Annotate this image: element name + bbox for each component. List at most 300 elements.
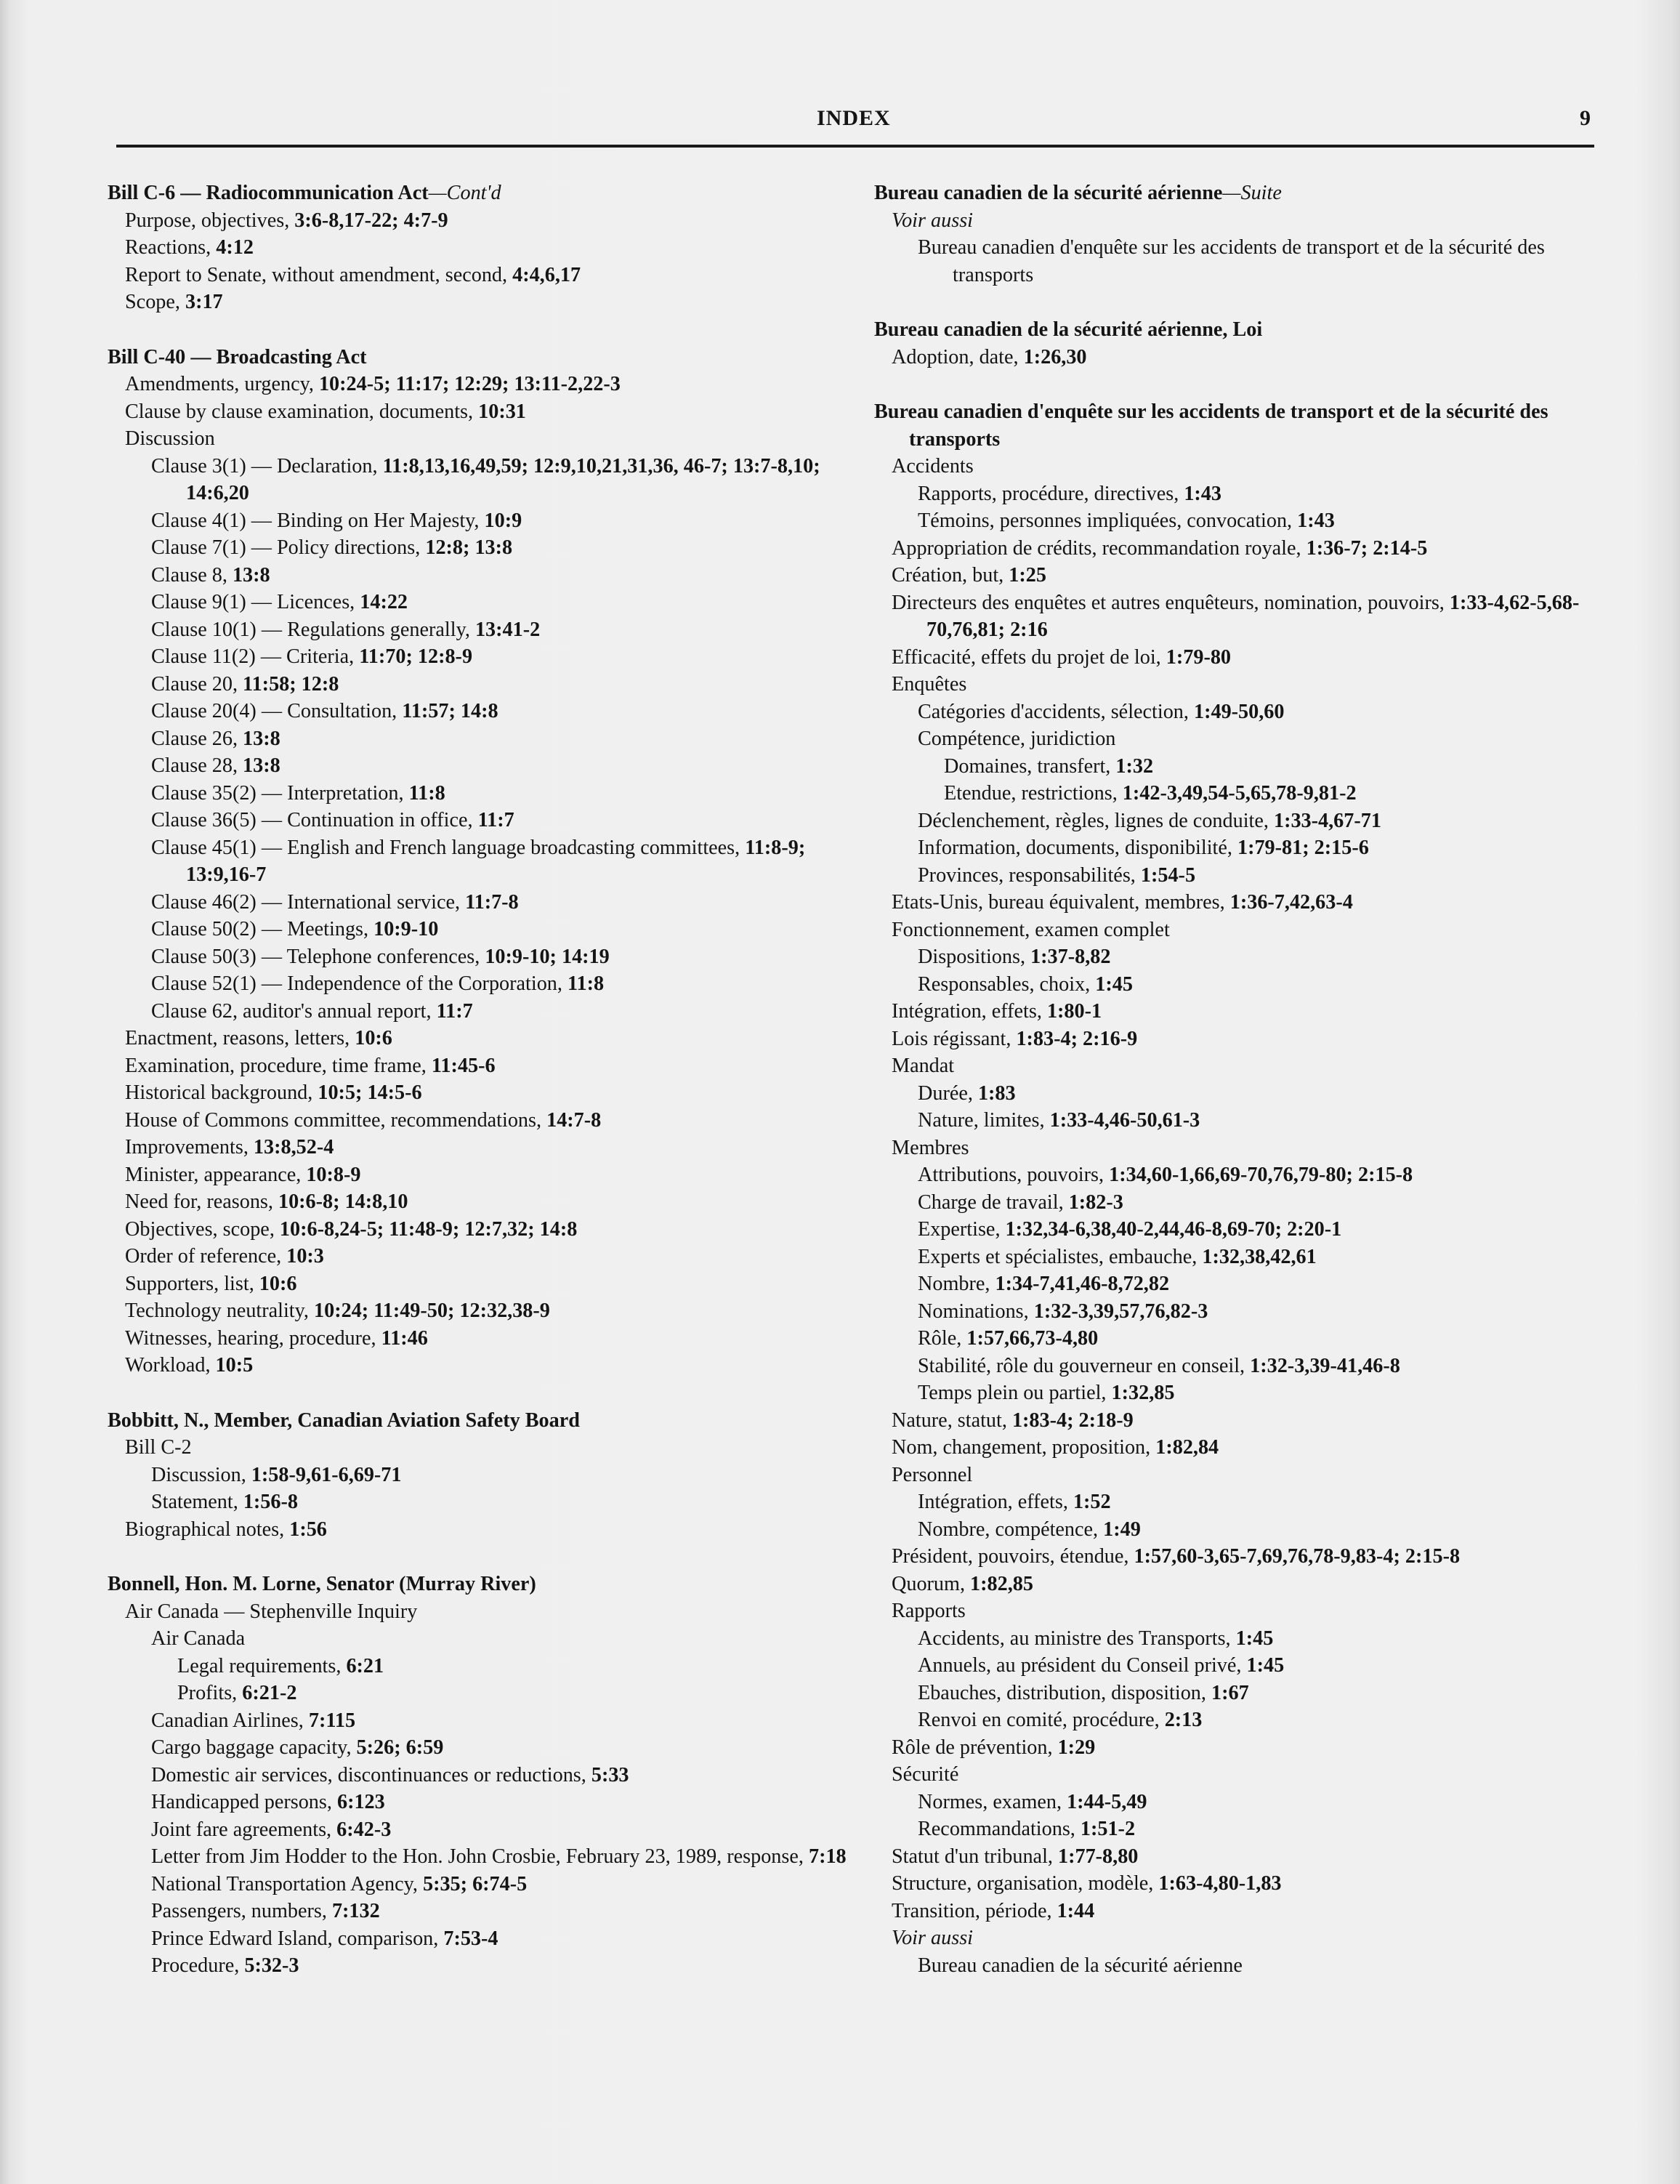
page-reference: 1:45 <box>1246 1654 1285 1677</box>
index-entry <box>108 1598 856 1626</box>
index-entry <box>874 753 1601 781</box>
index-entry <box>108 453 856 507</box>
index-entry <box>874 1052 1601 1080</box>
index-entry-text: Intégration, effets, <box>892 1000 1047 1023</box>
index-entry <box>108 1325 856 1353</box>
index-entry <box>108 1843 856 1871</box>
page-reference: 1:36-7,42,63-4 <box>1229 891 1353 914</box>
index-entry-text: Canadian Airlines, <box>151 1709 309 1732</box>
index-entry <box>108 1025 856 1052</box>
page-reference: 10:3 <box>286 1245 324 1268</box>
index-entry-text: Rôle de prévention, <box>892 1736 1058 1759</box>
page-reference: 1:44 <box>1057 1899 1095 1922</box>
index-entry <box>874 1597 1601 1625</box>
page-reference: 7:53-4 <box>443 1927 498 1950</box>
index-entry-text: Historical background, <box>125 1081 318 1104</box>
page-reference: 12:8; 13:8 <box>425 536 513 559</box>
index-entry <box>108 1161 856 1189</box>
index-entry-text: House of Commons committee, recommendations, <box>125 1108 547 1132</box>
index-entry <box>108 834 856 889</box>
page-reference: 3:17 <box>185 291 223 313</box>
index-entry <box>874 562 1601 589</box>
index-entry <box>108 1789 856 1816</box>
page-reference: 1:82,84 <box>1155 1436 1219 1459</box>
page-reference: 2:13 <box>1164 1709 1203 1731</box>
index-heading-continued: —Cont'd <box>428 182 501 204</box>
index-entry <box>874 1325 1601 1353</box>
index-entry <box>108 289 856 316</box>
index-entry <box>108 1898 856 1925</box>
index-entry <box>108 1488 856 1516</box>
index-entry <box>874 644 1601 672</box>
index-heading-text: Bureau canadien de la sécurité aérienne, Loi <box>874 318 1263 341</box>
page-reference: 5:35; 6:74-5 <box>422 1872 528 1895</box>
index-entry-text: Air Canada — Stephenville Inquiry <box>125 1600 418 1623</box>
page-reference: 11:8,13,16,49,59; 12:9,10,21,31,36, 46-7; 13:7-8,10; 14:6,20 <box>186 454 820 504</box>
page-reference: 11:7 <box>477 809 514 831</box>
index-entry-text: Objectives, scope, <box>125 1217 280 1241</box>
index-entry-text: Annuels, au président du Conseil privé, <box>918 1654 1247 1677</box>
index-entry-text: Clause 46(2) — International service, <box>151 890 466 914</box>
index-entry-text: Clause 7(1) — Policy directions, <box>151 536 426 559</box>
index-entry-text: Discussion <box>125 427 215 450</box>
index-entry-text: Quorum, <box>892 1572 971 1595</box>
index-entry <box>874 1080 1601 1108</box>
index-entry <box>874 1407 1601 1435</box>
page-reference: 11:58; 12:8 <box>243 672 339 696</box>
index-heading-text: Bureau canadien d'enquête sur les accidents de transport et de la sécurité des transports <box>874 400 1548 451</box>
page-reference: 7:132 <box>331 1900 380 1922</box>
page-reference: 1:63-4,80-1,83 <box>1158 1872 1282 1895</box>
page-reference: 1:32 <box>1115 754 1154 778</box>
index-entry <box>874 1379 1601 1407</box>
index-entry-text: Clause 62, auditor's annual report, <box>151 999 437 1023</box>
index-entry <box>874 889 1601 916</box>
index-entry <box>874 1488 1601 1516</box>
index-entry <box>108 1188 856 1216</box>
index-entry-text: Experts et spécialistes, embauche, <box>918 1245 1203 1268</box>
index-entry-text: Amendments, urgency, <box>125 373 319 395</box>
index-entry-text: Témoins, personnes impliquées, convocation, <box>918 509 1298 532</box>
page-header-title: INDEX <box>817 106 891 130</box>
index-entry <box>874 1244 1601 1271</box>
index-entry-text: Enactment, reasons, letters, <box>125 1027 355 1049</box>
index-entry-text: Président, pouvoirs, étendue, <box>892 1545 1134 1568</box>
index-entry <box>108 1816 856 1844</box>
index-entry <box>108 589 856 616</box>
page-reference: 10:8-9 <box>306 1163 361 1186</box>
index-entry <box>108 1352 856 1379</box>
index-entry-text: Compétence, juridiction <box>918 728 1116 750</box>
index-entry-text: Clause 11(2) — Criteria, <box>151 645 360 668</box>
page-reference: 10:5 <box>215 1354 254 1377</box>
index-entry <box>874 1625 1601 1653</box>
index-entry <box>108 1052 856 1080</box>
index-entry <box>108 234 856 262</box>
index-entry-text: Reactions, <box>125 236 217 259</box>
index-entry <box>874 1462 1601 1489</box>
page-reference: 13:8 <box>243 754 280 777</box>
index-entry-text: Nom, changement, proposition, <box>892 1436 1156 1459</box>
index-entry <box>108 1270 856 1298</box>
index-entry-text: National Transportation Agency, <box>151 1872 423 1895</box>
page-reference: 1:32,38,42,61 <box>1202 1245 1317 1268</box>
index-entry-text: Rapports, procédure, directives, <box>918 482 1184 505</box>
page-reference: 1:51-2 <box>1080 1818 1136 1840</box>
page-reference: 1:33-4,46-50,61-3 <box>1049 1109 1200 1132</box>
page-reference: 10:6-8,24-5; 11:48-9; 12:7,32; 14:8 <box>279 1217 578 1241</box>
page-reference: 1:83-4; 2:18-9 <box>1011 1409 1134 1432</box>
index-heading-text: Bonnell, Hon. M. Lorne, Senator (Murray River) <box>108 1573 536 1595</box>
page-reference: 10:5; 14:5-6 <box>318 1081 422 1104</box>
index-entry <box>874 1706 1601 1734</box>
index-entry-text: Statut d'un tribunal, <box>892 1845 1058 1868</box>
page-number: 9 <box>1580 106 1591 130</box>
index-entry-text: Cargo baggage capacity, <box>151 1736 357 1759</box>
page-reference: 1:33-4,67-71 <box>1273 809 1381 832</box>
index-entry <box>874 1161 1601 1189</box>
page-reference: 3:6-8,17-22; 4:7-9 <box>294 209 448 232</box>
index-entry-text: Bureau canadien d'enquête sur les accidents de transport et de la sécurité des transports <box>918 236 1545 286</box>
index-entry <box>108 1871 856 1898</box>
index-entry <box>108 1107 856 1135</box>
index-entry <box>874 344 1601 371</box>
page-reference: 11:7 <box>436 999 473 1023</box>
index-entry <box>108 1216 856 1244</box>
index-entry <box>108 1707 856 1735</box>
index-entry-text: Etendue, restrictions, <box>944 782 1123 805</box>
index-entry <box>108 371 856 398</box>
index-entry-text: Intégration, effets, <box>918 1491 1073 1513</box>
page-reference: 1:79-80 <box>1166 645 1232 669</box>
index-entry-text: Membres <box>892 1136 969 1159</box>
index-heading-continued: —Suite <box>1222 182 1282 204</box>
index-entry <box>108 752 856 780</box>
index-entry-text: Recommandations, <box>918 1818 1081 1840</box>
page-reference: 6:123 <box>336 1791 385 1813</box>
index-entry-text: Passengers, numbers, <box>151 1900 332 1922</box>
index-entry <box>874 1680 1601 1707</box>
index-entry-text: Technology neutrality, <box>125 1299 314 1322</box>
index-heading <box>874 180 1601 207</box>
index-entry <box>108 1653 856 1680</box>
page-reference: 1:82,85 <box>970 1572 1033 1595</box>
page-reference: 1:29 <box>1057 1736 1096 1759</box>
index-entry <box>108 998 856 1025</box>
page-reference: 1:57,66,73-4,80 <box>966 1327 1099 1350</box>
index-entry-text: Enquêtes <box>892 673 967 696</box>
page-reference: 1:44-5,49 <box>1067 1790 1147 1813</box>
index-entry-text: Fonctionnement, examen complet <box>892 918 1170 941</box>
page-reference: 10:6 <box>355 1027 392 1049</box>
index-entry <box>108 262 856 289</box>
index-entry-text: Mandat <box>892 1055 955 1077</box>
index-entry-text: Profits, <box>177 1682 243 1704</box>
index-entry <box>874 1025 1601 1053</box>
index-entry-text: Rapports <box>892 1600 966 1622</box>
index-entry-text: Accidents <box>892 455 974 478</box>
index-entry <box>108 207 856 235</box>
index-entry-text: Clause 28, <box>151 754 243 777</box>
index-entry <box>108 970 856 998</box>
index-entry <box>108 916 856 943</box>
entry-spacer <box>108 1543 856 1571</box>
index-entry <box>108 1462 856 1489</box>
index-column-right <box>874 180 1601 1979</box>
index-entry <box>874 453 1601 480</box>
index-entry <box>874 535 1601 563</box>
page-reference: 6:21-2 <box>242 1682 297 1704</box>
page-reference: 13:41-2 <box>474 618 541 641</box>
index-heading <box>108 1407 856 1435</box>
index-entry-text: Nature, statut, <box>892 1409 1012 1432</box>
index-entry-text: Supporters, list, <box>125 1272 259 1295</box>
index-entry <box>108 1516 856 1544</box>
page-reference: 5:32-3 <box>244 1954 299 1977</box>
index-entry <box>108 889 856 916</box>
page-reference: 1:54-5 <box>1140 863 1196 887</box>
entry-spacer <box>874 289 1601 316</box>
index-entry <box>874 1870 1601 1898</box>
index-entry-text: Création, but, <box>892 564 1009 587</box>
page-reference: 1:67 <box>1211 1681 1249 1704</box>
index-entry-text: Workload, <box>125 1354 216 1377</box>
index-entry <box>874 1189 1601 1217</box>
index-entry-text: Information, documents, disponibilité, <box>918 837 1237 859</box>
index-column-left <box>108 180 856 1980</box>
index-entry <box>874 725 1601 753</box>
page-reference: 1:49 <box>1103 1518 1141 1541</box>
index-entry <box>874 862 1601 890</box>
page-reference: 1:34,60-1,66,69-70,76,79-80; 2:15-8 <box>1109 1164 1413 1186</box>
index-entry <box>874 1952 1601 1980</box>
page-reference: 1:36-7; 2:14-5 <box>1306 536 1428 560</box>
page-reference: 1:43 <box>1184 482 1221 505</box>
index-entry <box>874 1516 1601 1544</box>
entry-spacer <box>108 316 856 344</box>
index-entry-text: Clause 50(3) — Telephone conferences, <box>151 945 485 968</box>
page-reference: 1:32,34-6,38,40-2,44,46-8,69-70; 2:20-1 <box>1005 1218 1342 1241</box>
index-entry <box>108 1297 856 1325</box>
page-reference: 1:33-4,62-5,68-70,76,81; 2:16 <box>926 591 1580 641</box>
index-entry-text: Air Canada <box>151 1627 246 1650</box>
index-entry-text: Catégories d'accidents, sélection, <box>918 700 1194 723</box>
index-entry <box>108 425 856 453</box>
index-entry <box>108 943 856 971</box>
page-reference: 1:52 <box>1073 1491 1111 1513</box>
index-entry <box>874 1816 1601 1843</box>
page-reference: 7:115 <box>308 1709 356 1732</box>
page-reference: 10:9 <box>484 509 522 532</box>
index-entry <box>108 1434 856 1462</box>
index-entry-text: Prince Edward Island, comparison, <box>151 1927 444 1950</box>
page-reference: 1:34-7,41,46-8,72,82 <box>995 1273 1170 1295</box>
index-entry-text: Appropriation de crédits, recommandation royale, <box>892 536 1307 560</box>
page-reference: 1:83-4; 2:16-9 <box>1016 1027 1138 1050</box>
index-entry <box>108 725 856 753</box>
index-entry-text: Domaines, transfert, <box>944 754 1116 778</box>
index-entry-text: Stabilité, rôle du gouverneur en conseil, <box>918 1354 1251 1377</box>
index-entry-text: Déclenchement, règles, lignes de conduite, <box>918 809 1274 832</box>
page-reference: 1:57,60-3,65-7,69,76,78-9,83-4; 2:15-8 <box>1134 1545 1461 1568</box>
page-reference: 4:4,6,17 <box>512 263 581 286</box>
index-entry <box>874 1898 1601 1925</box>
index-entry <box>108 1952 856 1980</box>
page-reference: 14:22 <box>360 591 408 613</box>
index-entry-text: Letter from Jim Hodder to the Hon. John Crosbie, February 23, 1989, response, <box>151 1845 809 1868</box>
index-entry-text: Domestic air services, discontinuances or reductions, <box>151 1763 591 1786</box>
index-entry <box>874 698 1601 726</box>
index-entry-text: Purpose, objectives, <box>125 209 295 232</box>
index-entry <box>874 1216 1601 1244</box>
index-entry-text: Biographical notes, <box>125 1518 290 1541</box>
index-entry <box>874 589 1601 644</box>
index-heading <box>874 316 1601 344</box>
index-entry-text: Order of reference, <box>125 1245 287 1268</box>
index-entry <box>874 971 1601 999</box>
index-entry-text: Clause 3(1) — Declaration, <box>151 454 383 478</box>
page-reference: 11:8 <box>408 781 445 805</box>
page-reference: 1:49-50,60 <box>1194 700 1285 723</box>
page-reference: 6:42-3 <box>336 1818 392 1841</box>
index-entry-text: Clause 20(4) — Consultation, <box>151 700 403 722</box>
index-entry-text: Improvements, <box>125 1136 254 1159</box>
index-heading-text: Bobbitt, N., Member, Canadian Aviation Safety Board <box>108 1409 580 1432</box>
index-entry <box>874 1925 1601 1952</box>
index-entry-text: Examination, procedure, time frame, <box>125 1054 432 1077</box>
page-reference: 1:25 <box>1009 564 1046 587</box>
page-reference: 11:7-8 <box>465 890 519 914</box>
index-entry <box>874 1734 1601 1762</box>
index-entry <box>108 616 856 644</box>
index-entry <box>108 671 856 698</box>
index-entry-text: Dispositions, <box>918 946 1031 968</box>
index-entry <box>108 507 856 535</box>
index-entry-text: Nature, limites, <box>918 1109 1050 1132</box>
page-reference: 10:24-5; 11:17; 12:29; 13:11-2,22-3 <box>318 373 621 395</box>
index-entry <box>874 998 1601 1025</box>
index-heading-text: Bill C-6 — Radiocommunication Act <box>108 182 429 204</box>
index-heading-text: Bureau canadien de la sécurité aérienne <box>874 182 1223 204</box>
index-entry-text: Discussion, <box>151 1463 251 1486</box>
page-reference: 1:37-8,82 <box>1030 946 1111 968</box>
page-reference: 1:80-1 <box>1046 1000 1102 1023</box>
index-entry <box>874 1135 1601 1162</box>
index-entry-text: Temps plein ou partiel, <box>918 1382 1112 1404</box>
index-entry-text: Procedure, <box>151 1954 245 1977</box>
index-entry-text: Rôle, <box>918 1327 967 1350</box>
index-entry-text: Statement, <box>151 1491 243 1513</box>
page-reference: 1:32-3,39-41,46-8 <box>1250 1354 1400 1377</box>
page-reference: 10:31 <box>478 400 526 423</box>
index-heading <box>874 398 1601 453</box>
index-entry-text: Clause 26, <box>151 727 243 750</box>
index-entry <box>108 807 856 834</box>
index-entry <box>874 1843 1601 1871</box>
index-entry <box>874 807 1601 835</box>
index-entry-text: Durée, <box>918 1081 978 1105</box>
index-entry-text: Expertise, <box>918 1218 1006 1241</box>
index-entry <box>874 916 1601 944</box>
page-reference: 1:32-3,39,57,76,82-3 <box>1033 1299 1208 1323</box>
page-reference: 11:57; 14:8 <box>402 700 498 722</box>
page-reference: 1:79-81; 2:15-6 <box>1237 837 1369 859</box>
index-heading <box>108 180 856 207</box>
index-entry-text: Provinces, responsabilités, <box>918 863 1141 887</box>
index-entry <box>108 398 856 426</box>
index-entry <box>108 1734 856 1762</box>
index-entry-text: Nominations, <box>918 1299 1034 1323</box>
index-entry <box>874 1571 1601 1598</box>
index-entry <box>874 1543 1601 1571</box>
index-entry-text: Nombre, <box>918 1273 996 1295</box>
index-entry-text: Scope, <box>125 291 185 313</box>
page-reference: 1:32,85 <box>1111 1382 1175 1404</box>
index-entry-text: Clause 52(1) — Independence of the Corporation, <box>151 972 568 995</box>
page-reference: 11:8-9; 13:9,16-7 <box>186 836 806 886</box>
index-entry <box>874 480 1601 508</box>
index-entry-text: Clause 10(1) — Regulations generally, <box>151 618 475 641</box>
index-entry-text: Responsables, choix, <box>918 972 1096 996</box>
index-entry-text: Voir aussi <box>892 1927 973 1949</box>
entry-spacer <box>874 371 1601 398</box>
page-reference: 1:56-8 <box>243 1491 298 1513</box>
index-entry-text: Voir aussi <box>892 209 973 232</box>
index-entry-text: Transition, période, <box>892 1899 1057 1922</box>
index-entry <box>108 780 856 807</box>
page-reference: 1:43 <box>1297 509 1335 532</box>
index-entry-text: Clause 9(1) — Licences, <box>151 591 360 613</box>
index-heading-text: Bill C-40 — Broadcasting Act <box>108 345 367 368</box>
page-reference: 1:56 <box>289 1518 327 1541</box>
index-entry <box>874 780 1601 807</box>
page-reference: 1:45 <box>1095 972 1133 996</box>
page-reference: 5:33 <box>591 1763 629 1786</box>
page-reference: 1:42-3,49,54-5,65,78-9,81-2 <box>1122 782 1357 805</box>
page-reference: 1:58-9,61-6,69-71 <box>251 1463 402 1486</box>
page-reference: 10:9-10; 14:19 <box>485 945 610 968</box>
index-entry <box>874 1270 1601 1298</box>
index-entry-text: Lois régissant, <box>892 1027 1017 1050</box>
index-entry-text: Sécurité <box>892 1763 959 1786</box>
index-heading <box>108 344 856 371</box>
page-reference: 11:45-6 <box>431 1054 496 1077</box>
index-entry <box>874 1434 1601 1462</box>
header-rule <box>116 145 1594 148</box>
index-entry <box>874 943 1601 971</box>
entry-spacer <box>108 1379 856 1407</box>
index-entry <box>108 534 856 562</box>
index-entry <box>108 1762 856 1789</box>
index-entry-text: Need for, reasons, <box>125 1190 278 1213</box>
page-reference: 7:18 <box>808 1845 847 1868</box>
index-entry-text: Legal requirements, <box>177 1654 347 1677</box>
index-entry <box>874 1107 1601 1135</box>
index-heading <box>108 1571 856 1598</box>
index-entry-text: Clause 36(5) — Continuation in office, <box>151 809 478 831</box>
page-reference: 11:46 <box>381 1326 428 1350</box>
index-entry-text: Bill C-2 <box>125 1436 192 1459</box>
index-entry <box>108 1079 856 1107</box>
index-entry <box>108 698 856 725</box>
page-reference: 1:26,30 <box>1023 345 1087 368</box>
page-reference: 1:83 <box>977 1081 1016 1105</box>
page-reference: 1:77-8,80 <box>1058 1845 1139 1868</box>
index-entry <box>108 562 856 589</box>
index-entry-text: Adoption, date, <box>892 345 1024 368</box>
index-entry-text: Personnel <box>892 1463 973 1486</box>
index-entry <box>874 1353 1601 1380</box>
